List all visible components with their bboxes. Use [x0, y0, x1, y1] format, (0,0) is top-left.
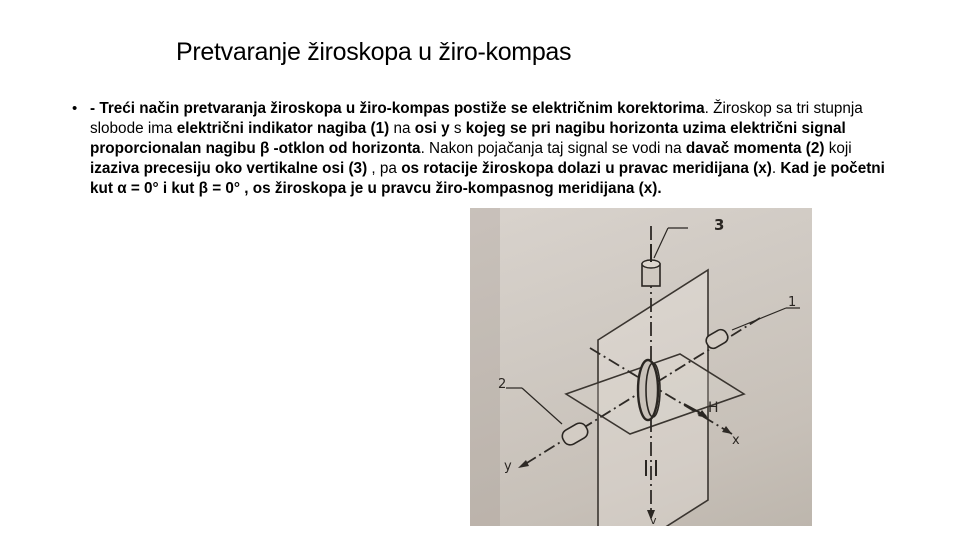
label-H: H	[708, 400, 719, 416]
paragraph-run: . Nakon pojačanja taj signal se vodi na	[420, 140, 686, 157]
label-3: 3	[714, 216, 725, 234]
slide-title: Pretvaranje žiroskopa u žiro-kompas	[176, 38, 572, 66]
paragraph-run: - Treći način pretvaranja žiroskopa u žiro-kompas postiže se električnim korektorima	[90, 100, 705, 117]
body-paragraph	[90, 99, 890, 199]
bullet-icon: •	[72, 100, 78, 117]
gyroscope-diagram-photo	[470, 208, 812, 526]
paragraph-run: električni indikator nagiba (1)	[176, 120, 390, 137]
paragraph-run: os rotacije žiroskopa dolazi u pravac meridijana (x)	[401, 160, 772, 177]
label-y: y	[504, 459, 512, 474]
paragraph-run: s	[449, 120, 466, 137]
paragraph-run: izaziva precesiju oko vertikalne osi (3)	[90, 160, 368, 177]
paragraph-run: na	[389, 120, 415, 137]
label-v: v	[650, 514, 657, 526]
paragraph-run: koji	[824, 140, 852, 157]
torque-sensor-2	[560, 421, 591, 448]
label-2: 2	[498, 377, 507, 392]
gyroscope-diagram	[470, 208, 812, 526]
label-x: x	[732, 433, 740, 448]
label-1: 1	[788, 295, 797, 310]
paragraph-run: , pa	[367, 160, 402, 177]
paragraph-run: . Žiroskop sa tri stupnja slobode ima	[90, 100, 863, 137]
paragraph-run: Kad je početni kut α = 0° i kut β = 0° , os žiroskopa je u pravcu žiro-kompasnog meridijana (x).	[90, 160, 885, 197]
paragraph-run: davač momenta (2)	[685, 140, 825, 157]
paragraph-run: osi y	[414, 120, 450, 137]
paragraph-run: .	[771, 160, 781, 177]
paragraph-run: kojeg se pri nagibu horizonta uzima električni signal proporcionalan nagibu β -otklon od horizonta	[90, 120, 846, 157]
